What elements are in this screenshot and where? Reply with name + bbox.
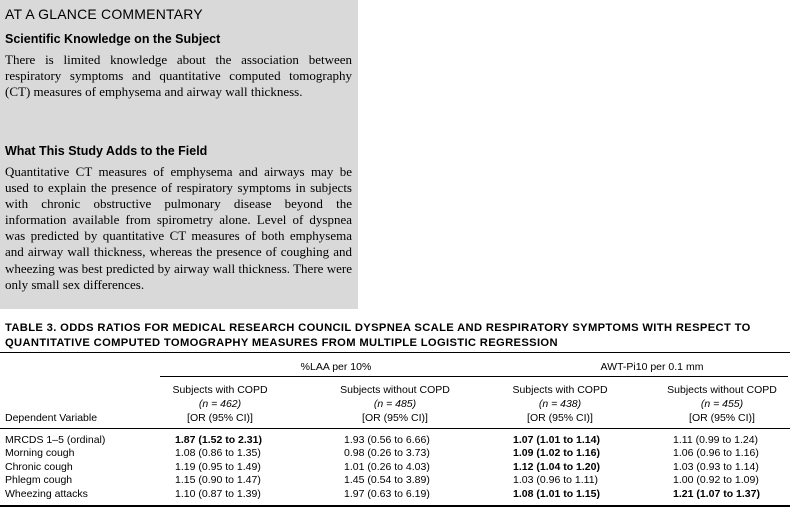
- row-cell: 1.97 (0.63 to 6.19): [344, 488, 430, 500]
- col4-line3: [OR (95% CI)]: [689, 412, 755, 424]
- row-cell: 1.12 (1.04 to 1.20): [513, 461, 600, 473]
- group-rule-awt: [506, 376, 788, 377]
- table-title: TABLE 3. ODDS RATIOS FOR MEDICAL RESEARCH COUNCIL DYSPNEA SCALE AND RESPIRATORY SYMPTOMS WITH RESPECT TO QUANTITATIVE COMPUTED TOMOGRAPHY MEASURES FROM MULTIPLE LOGISTIC REGRESSION: [5, 322, 751, 349]
- row-cell: 1.06 (0.96 to 1.16): [673, 447, 759, 459]
- row-cell: 1.93 (0.56 to 6.66): [344, 434, 430, 446]
- row-cell: 1.00 (0.92 to 1.09): [673, 474, 759, 486]
- col2-line2: (n = 485): [373, 398, 417, 410]
- row-label: Phlegm cough: [5, 474, 73, 486]
- table-bottom-rule: [0, 505, 790, 507]
- col1-line3: [OR (95% CI)]: [187, 412, 253, 424]
- row-cell: 1.15 (0.90 to 1.47): [175, 474, 261, 486]
- col3-line3: [OR (95% CI)]: [527, 412, 593, 424]
- section2-heading: What This Study Adds to the Field: [5, 144, 208, 158]
- col3-line1: Subjects with COPD: [512, 384, 608, 396]
- col3-line2: (n = 438): [538, 398, 582, 410]
- col4-line1: Subjects without COPD: [667, 384, 777, 396]
- commentary-title: AT A GLANCE COMMENTARY: [5, 6, 203, 22]
- col1-line1: Subjects with COPD: [172, 384, 268, 396]
- group-header-awt: AWT-Pi10 per 0.1 mm: [600, 361, 704, 373]
- row-cell: 1.45 (0.54 to 3.89): [344, 474, 430, 486]
- row-cell: 1.03 (0.93 to 1.14): [673, 461, 759, 473]
- col-header-dependent-variable: Dependent Variable: [5, 412, 98, 424]
- row-cell: 1.08 (1.01 to 1.15): [513, 488, 600, 500]
- section2-text: Quantitative CT measures of emphysema and airways may be used to explain the presence of respiratory symptoms in subjects with chronic obstructive pulmonary disease beyond the information available from spirometry alone. Level of dyspnea was predicted by quantitative CT measures of both emphysema and airway wall thickness, whereas the presence of coughing and wheezing was best predicted by airway wall thickness. There were only small sex differences.: [5, 164, 352, 292]
- group-rule-laa: [160, 376, 512, 377]
- col2-line3: [OR (95% CI)]: [362, 412, 428, 424]
- section1-text: There is limited knowledge about the association between respiratory symptoms and quantitative computed tomography (CT) measures of emphysema and airway wall thickness.: [5, 52, 352, 100]
- row-cell: 1.09 (1.02 to 1.16): [513, 447, 600, 459]
- row-label: Wheezing attacks: [5, 488, 88, 500]
- row-cell: 1.11 (0.99 to 1.24): [673, 434, 759, 446]
- row-cell: 1.01 (0.26 to 4.03): [344, 461, 430, 473]
- row-label: Morning cough: [5, 447, 75, 459]
- row-cell: 1.21 (1.07 to 1.37): [673, 488, 760, 500]
- col4-line2: (n = 455): [700, 398, 744, 410]
- row-label: Chronic cough: [5, 461, 73, 473]
- section1-heading: Scientific Knowledge on the Subject: [5, 32, 221, 46]
- row-cell: 1.10 (0.87 to 1.39): [175, 488, 261, 500]
- group-header-laa: %LAA per 10%: [300, 361, 372, 373]
- row-cell: 1.08 (0.86 to 1.35): [175, 447, 261, 459]
- row-cell: 1.19 (0.95 to 1.49): [175, 461, 261, 473]
- col2-line1: Subjects without COPD: [340, 384, 450, 396]
- row-label: MRCDS 1–5 (ordinal): [5, 434, 106, 446]
- row-cell: 1.87 (1.52 to 2.31): [175, 434, 262, 446]
- table-top-rule: [0, 352, 790, 353]
- row-cell: 1.07 (1.01 to 1.14): [513, 434, 600, 446]
- row-cell: 0.98 (0.26 to 3.73): [344, 447, 430, 459]
- row-cell: 1.03 (0.96 to 1.11): [513, 474, 599, 486]
- table-header-rule: [0, 428, 790, 429]
- at-a-glance-box: [0, 0, 358, 309]
- col1-line2: (n = 462): [198, 398, 242, 410]
